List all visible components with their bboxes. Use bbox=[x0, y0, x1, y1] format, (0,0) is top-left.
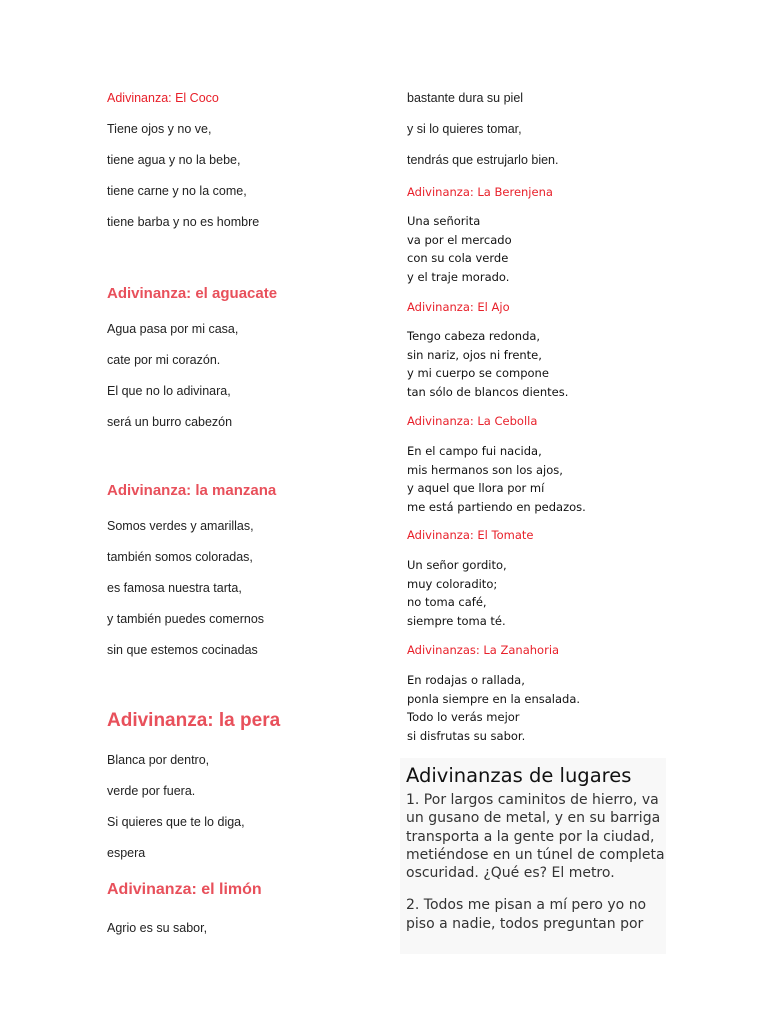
riddle-line: no toma café, bbox=[407, 595, 487, 610]
riddle-title: Adivinanza: El Tomate bbox=[407, 528, 534, 542]
riddle-line: En rodajas o rallada, bbox=[407, 673, 525, 687]
riddle-title: Adivinanzas: La Zanahoria bbox=[407, 643, 560, 657]
riddle-line: Agua pasa por mi casa, bbox=[107, 322, 239, 336]
riddle-title: Adivinanza: el aguacate bbox=[107, 285, 278, 302]
riddle-line: El que no lo adivinara, bbox=[107, 384, 231, 398]
riddle-line: verde por fuera. bbox=[107, 784, 196, 798]
riddle-paragraph: 2. Todos me pisan a mí pero yo no piso a nadie, todos preguntan por bbox=[406, 897, 647, 932]
riddle-line: Una señorita bbox=[407, 214, 481, 228]
riddle-line: va por el mercado bbox=[407, 232, 512, 247]
riddle-line: cate por mi corazón. bbox=[107, 353, 221, 367]
riddle-line: también somos coloradas, bbox=[107, 550, 253, 564]
riddle-line: sin nariz, ojos ni frente, bbox=[407, 347, 542, 362]
riddle-line: tan sólo de blancos dientes. bbox=[407, 385, 569, 400]
riddle-title: Adivinanza: el limón bbox=[107, 881, 262, 898]
riddle-line: será un burro cabezón bbox=[107, 415, 233, 429]
riddle-line: En el campo fui nacida, bbox=[407, 444, 542, 458]
riddle-line: Somos verdes y amarillas, bbox=[107, 519, 254, 533]
riddle-line: Agrio es su sabor, bbox=[107, 921, 208, 935]
section-heading: Adivinanzas de lugares bbox=[406, 764, 632, 787]
riddle-line: Tiene ojos y no ve, bbox=[107, 122, 212, 136]
riddle-line: tiene barba y no es hombre bbox=[107, 215, 260, 229]
riddle-title: Adivinanza: El Coco bbox=[107, 91, 219, 105]
riddle-body bbox=[407, 671, 580, 746]
riddle-line: siempre toma té. bbox=[407, 614, 506, 629]
riddle-title: Adivinanza: El Ajo bbox=[407, 300, 510, 314]
riddle-line: Tengo cabeza redonda, bbox=[407, 329, 541, 343]
riddle-line: y si lo quieres tomar, bbox=[407, 122, 522, 136]
riddle-title: Adivinanza: La Berenjena bbox=[407, 185, 553, 199]
lugares-section bbox=[400, 758, 666, 954]
riddle-title: Adivinanza: la pera bbox=[107, 710, 281, 731]
riddle-line: si disfrutas su sabor. bbox=[407, 729, 526, 744]
riddle-line: y mi cuerpo se compone bbox=[407, 366, 549, 381]
riddle-title: Adivinanza: La Cebolla bbox=[407, 414, 538, 428]
riddle-line: tendrás que estrujarlo bien. bbox=[407, 153, 559, 167]
riddle-line: con su cola verde bbox=[407, 251, 509, 266]
riddle-line: espera bbox=[107, 846, 146, 860]
riddle-body bbox=[407, 442, 586, 517]
riddle-line: me está partiendo en pedazos. bbox=[407, 500, 586, 515]
riddle-body bbox=[407, 212, 512, 287]
riddle-line: tiene carne y no la come, bbox=[107, 184, 247, 198]
riddle-paragraph: 1. Por largos caminitos de hierro, va un gusano de metal, y en su barriga transporta a la gente por la ciudad, metiéndose en un túnel de completa oscuridad. ¿Qué es? El metro. bbox=[406, 792, 665, 882]
riddle-body bbox=[407, 327, 568, 402]
riddle-line: es famosa nuestra tarta, bbox=[107, 581, 242, 595]
riddle-line: tiene agua y no la bebe, bbox=[107, 153, 241, 167]
riddle-line: y también puedes comernos bbox=[107, 612, 265, 626]
riddle-line: Un señor gordito, bbox=[407, 558, 507, 572]
riddle-line: bastante dura su piel bbox=[407, 91, 524, 105]
riddle-line: muy coloradito; bbox=[407, 576, 498, 591]
riddle-line: mis hermanos son los ajos, bbox=[407, 462, 563, 477]
riddle-line: Todo lo verás mejor bbox=[407, 710, 520, 725]
riddle-line: Blanca por dentro, bbox=[107, 753, 210, 767]
riddle-body bbox=[407, 556, 507, 631]
riddle-line: sin que estemos cocinadas bbox=[107, 643, 258, 657]
riddle-title: Adivinanza: la manzana bbox=[107, 482, 277, 499]
riddle-line: y aquel que llora por mí bbox=[407, 481, 545, 496]
riddle-line: ponla siempre en la ensalada. bbox=[407, 691, 581, 706]
section-body bbox=[406, 791, 666, 933]
riddle-line: Si quieres que te lo diga, bbox=[107, 815, 245, 829]
riddle-line: y el traje morado. bbox=[407, 270, 510, 285]
